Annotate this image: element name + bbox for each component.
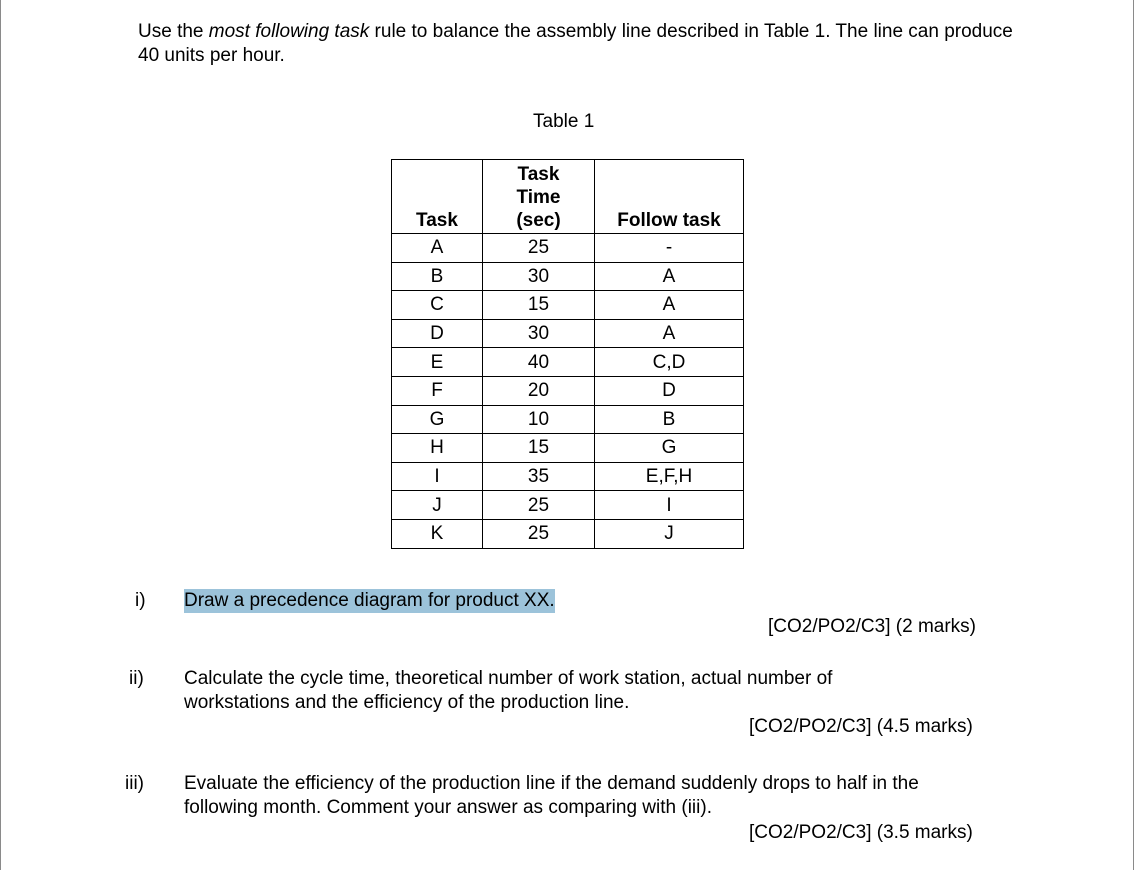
question-3-marks: [CO2/PO2/C3] (3.5 marks) bbox=[749, 822, 973, 843]
cell-task: B bbox=[392, 262, 483, 291]
cell-follow: A bbox=[595, 319, 744, 348]
table-caption: Table 1 bbox=[533, 111, 595, 132]
cell-task: K bbox=[392, 519, 483, 548]
table-row bbox=[392, 291, 744, 320]
table-row bbox=[392, 234, 744, 263]
cell-task: F bbox=[392, 376, 483, 405]
cell-task: C bbox=[392, 291, 483, 320]
table-row bbox=[392, 376, 744, 405]
intro-paragraph bbox=[138, 20, 1018, 68]
cell-time: 25 bbox=[483, 519, 595, 548]
cell-task: I bbox=[392, 462, 483, 491]
cell-time: 30 bbox=[483, 319, 595, 348]
header-task-time bbox=[483, 160, 595, 234]
cell-time: 25 bbox=[483, 491, 595, 520]
intro-rule-emphasis: most following task bbox=[208, 21, 370, 42]
table-row bbox=[392, 348, 744, 377]
intro-text-before: Use the bbox=[138, 21, 209, 42]
cell-task: D bbox=[392, 319, 483, 348]
cell-time: 25 bbox=[483, 234, 595, 263]
question-2-number: ii) bbox=[129, 668, 144, 689]
cell-task: A bbox=[392, 234, 483, 263]
question-1-number: i) bbox=[135, 590, 146, 611]
cell-time: 20 bbox=[483, 376, 595, 405]
cell-follow: G bbox=[595, 434, 744, 463]
question-1-text bbox=[184, 589, 984, 613]
cell-task: E bbox=[392, 348, 483, 377]
cell-time: 30 bbox=[483, 262, 595, 291]
header-task: Task bbox=[392, 160, 483, 234]
cell-follow: B bbox=[595, 405, 744, 434]
task-table bbox=[391, 159, 744, 549]
question-3-text: Evaluate the efficiency of the production line if the demand suddenly drops to half in the following month. Comment your answer as comparing with (iii). bbox=[184, 773, 919, 818]
cell-follow: A bbox=[595, 291, 744, 320]
table-row bbox=[392, 519, 744, 548]
cell-time: 40 bbox=[483, 348, 595, 377]
intro-text-after: rule to balance the assembly line described in Table 1. The line can produce 40 units per hour. bbox=[138, 21, 1013, 66]
cell-task: G bbox=[392, 405, 483, 434]
cell-task: H bbox=[392, 434, 483, 463]
cell-time: 15 bbox=[483, 434, 595, 463]
cell-follow: E,F,H bbox=[595, 462, 744, 491]
cell-time: 15 bbox=[483, 291, 595, 320]
question-2-text: Calculate the cycle time, theoretical number of work station, actual number of workstations and the efficiency of the production line. bbox=[184, 668, 833, 713]
question-2-marks: [CO2/PO2/C3] (4.5 marks) bbox=[749, 716, 973, 737]
header-time-line-1: Task bbox=[517, 164, 560, 185]
table-header-row bbox=[392, 160, 744, 234]
question-3-number: iii) bbox=[125, 773, 144, 794]
table-row bbox=[392, 405, 744, 434]
cell-follow: J bbox=[595, 519, 744, 548]
header-follow-task: Follow task bbox=[595, 160, 744, 234]
cell-follow: D bbox=[595, 376, 744, 405]
cell-follow: A bbox=[595, 262, 744, 291]
header-time-line-2: Time bbox=[516, 187, 561, 208]
table-row bbox=[392, 462, 744, 491]
table-row bbox=[392, 262, 744, 291]
cell-time: 35 bbox=[483, 462, 595, 491]
cell-task: J bbox=[392, 491, 483, 520]
question-1-highlight[interactable]: Draw a precedence diagram for product XX. bbox=[184, 590, 555, 611]
header-time-line-3: (sec) bbox=[516, 210, 561, 231]
cell-follow: - bbox=[595, 234, 744, 263]
question-1-marks: [CO2/PO2/C3] (2 marks) bbox=[768, 616, 976, 637]
table-row bbox=[392, 319, 744, 348]
table-row bbox=[392, 491, 744, 520]
cell-follow: C,D bbox=[595, 348, 744, 377]
cell-time: 10 bbox=[483, 405, 595, 434]
table-row bbox=[392, 434, 744, 463]
cell-follow: I bbox=[595, 491, 744, 520]
